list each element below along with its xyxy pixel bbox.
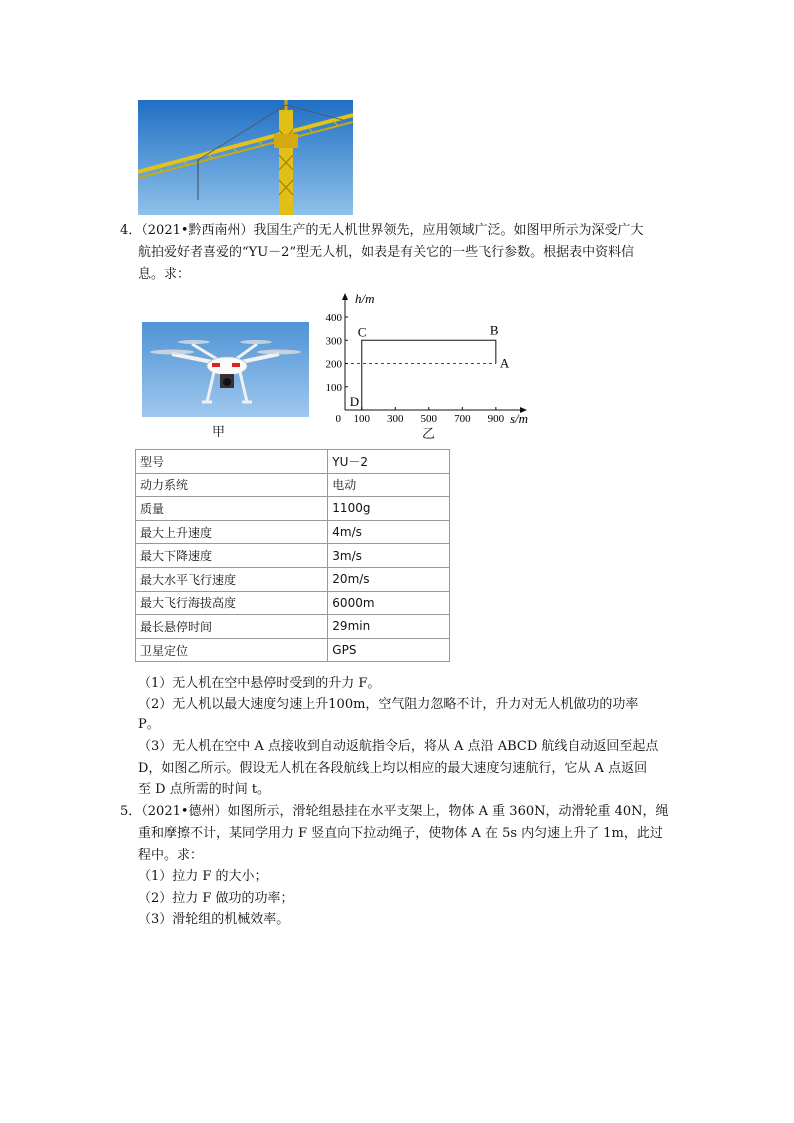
drone-photo (142, 322, 309, 417)
table-row (136, 544, 450, 568)
caption-jia: 甲 (212, 425, 226, 440)
table-row (136, 638, 450, 662)
x-tick-label: 900 (487, 413, 505, 425)
q4-stem-line-3: 息。求： (138, 267, 191, 282)
altitude-distance-graph (320, 288, 540, 438)
y-tick-label: 200 (325, 358, 342, 371)
x-tick-label: 700 (454, 413, 471, 425)
param-value: 29min (328, 615, 450, 639)
param-value: GPS (328, 638, 450, 662)
x-axis-label: s/m (510, 411, 529, 426)
x-tick-label: 300 (387, 413, 404, 425)
y-tick-label: 300 (325, 335, 342, 348)
tower-crane-photo (138, 100, 353, 215)
point-label-B: B (489, 322, 499, 338)
x-tick-label: 0 (335, 413, 341, 425)
q4-sub2-line-2: P。 (138, 717, 160, 732)
x-tick-label: 100 (353, 413, 371, 425)
q4-sub3-line-3: 至 D 点所需的时间 t。 (138, 782, 271, 797)
flight-parameters-table (135, 449, 450, 662)
point-label-A: A (499, 355, 510, 371)
y-axis-label: h/m (355, 291, 375, 306)
param-name: 动力系统 (136, 473, 328, 497)
table-row (136, 497, 450, 521)
table-row (136, 591, 450, 615)
y-tick-label: 400 (325, 312, 342, 324)
y-tick-label: 100 (325, 381, 342, 394)
q4-sub1: （1）无人机在空中悬停时受到的升力 F。 (138, 676, 381, 691)
point-label-D: D (349, 394, 360, 409)
table-row (136, 450, 450, 474)
table-row (136, 520, 450, 544)
graph-axes (342, 293, 527, 413)
param-name: 质量 (136, 497, 328, 521)
q5-sub1: （1）拉力 F 的大小； (138, 869, 268, 884)
caption-yi: 乙 (422, 427, 436, 442)
x-tick-label: 500 (420, 413, 438, 425)
param-name: 型号 (136, 450, 328, 474)
q5-stem-line-1: 5．（2021•德州）如图所示，滑轮组悬挂在水平支架上，物体 A 重 360N，动滑轮重 40N，绳 (120, 804, 669, 819)
param-value: 4m/s (328, 520, 450, 544)
q4-stem-line-2: 航拍爱好者喜爱的“YU－2”型无人机，如表是有关它的一些飞行参数。根据表中资料信 (138, 245, 635, 260)
point-label-C: C (357, 324, 367, 340)
param-value: 电动 (328, 473, 450, 497)
param-name: 最大上升速度 (136, 520, 328, 544)
q5-stem-line-2: 重和摩擦不计，某同学用力 F 竖直向下拉动绳子，使物体 A 在 5s 内匀速上升了 1m，此过 (138, 826, 663, 841)
param-name: 卫星定位 (136, 638, 328, 662)
param-name: 最大水平飞行速度 (136, 567, 328, 591)
param-value: YU－2 (328, 450, 450, 474)
param-value: 3m/s (328, 544, 450, 568)
q4-sub3-line-1: （3）无人机在空中 A 点接收到自动返航指令后，将从 A 点沿 ABCD 航线自动返回至起点 (138, 739, 659, 754)
q5-stem-line-3: 程中。求： (138, 848, 204, 863)
param-value: 6000m (328, 591, 450, 615)
param-name: 最大飞行海拔高度 (136, 591, 328, 615)
q4-sub3-line-2: D，如图乙所示。假设无人机在各段航线上均以相应的最大速度匀速航行，它从 A 点返回 (138, 761, 648, 776)
table-row (136, 615, 450, 639)
table-row (136, 567, 450, 591)
q4-sub2-line-1: （2）无人机以最大速度匀速上升100m，空气阻力忽略不计，升力对无人机做功的功率 (138, 697, 639, 712)
q5-sub2: （2）拉力 F 做功的功率； (138, 891, 294, 906)
flight-path-line (362, 340, 496, 410)
param-name: 最长悬停时间 (136, 615, 328, 639)
param-value: 20m/s (328, 567, 450, 591)
param-value: 1100g (328, 497, 450, 521)
q4-stem-line-1: 4．（2021•黔西南州）我国生产的无人机世界领先，应用领域广泛。如图甲所示为深受广大 (120, 223, 644, 238)
q5-sub3: （3）滑轮组的机械效率。 (138, 912, 290, 927)
param-name: 最大下降速度 (136, 544, 328, 568)
table-row (136, 473, 450, 497)
